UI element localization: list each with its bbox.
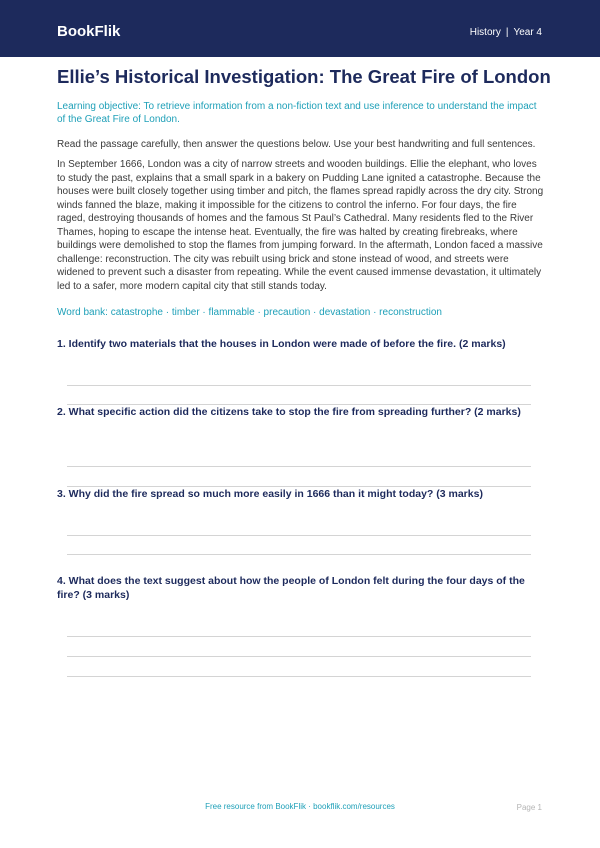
- question-3: 3. Why did the fire spread so much more easily in 1666 than it might today? (3 marks): [57, 488, 483, 500]
- answer-line[interactable]: [67, 535, 531, 536]
- answer-line[interactable]: [67, 676, 531, 677]
- answer-line[interactable]: [67, 466, 531, 467]
- year-label: Year 4: [513, 27, 542, 38]
- question-2: 2. What specific action did the citizens take to stop the fire from spreading further? (2 marks): [57, 406, 521, 418]
- question-4: 4. What does the text suggest about how the people of London felt during the four days of the fire? (3 marks): [57, 575, 525, 601]
- subject-breadcrumb: [470, 27, 542, 39]
- word-bank: Word bank: catastrophe · timber · flammable · precaution · devastation · reconstruction: [57, 307, 442, 318]
- answer-line[interactable]: [67, 385, 531, 386]
- answer-line[interactable]: [67, 554, 531, 555]
- subject-label: History: [469, 27, 501, 38]
- brand-logo[interactable]: BookFlik: [57, 23, 121, 40]
- header-bar: [0, 0, 600, 57]
- reading-passage: In September 1666, London was a city of narrow streets and wooden buildings. Ellie the elephant, who loves to study the past, explains that a small spark in a bakery on Pudding Lane ignited a catastrophe. Because the houses were built closely together using timber and pitch, the flames spread rapidly across the dry city. Strong winds fanned the blaze, making it impossible for the citizens to control the inferno. For four days, the fire raged, destroying thousands of homes and the famous St Paul’s Cathedral. Many residents fled to the River Thames, hoping to escape the intense heat. Eventually, the fire was halted by creating firebreaks, where buildings were demolished to stop the flames from jumping forward. In the aftermath, London faced a massive challenge: reconstruction. The city was rebuilt using brick and stone instead of wood, and streets were widened to prevent such a disaster from repeating. While the event caused immense devastation, it ultimately led to a safer, more modern capital city that still stands today.: [57, 159, 544, 292]
- answer-line[interactable]: [67, 636, 531, 637]
- instructions: Read the passage carefully, then answer the questions below. Use your best handwriting and full sentences.: [57, 139, 536, 150]
- learning-objective: Learning objective: To retrieve information from a non-fiction text and use inference to understand the impact of the Great Fire of London.: [57, 101, 537, 125]
- question-1: 1. Identify two materials that the houses in London were made of before the fire. (2 marks): [57, 338, 506, 350]
- breadcrumb-separator: |: [505, 27, 509, 38]
- answer-line[interactable]: [67, 656, 531, 657]
- page-number: Page 1: [516, 803, 542, 812]
- footer-credit[interactable]: Free resource from BookFlik · bookflik.com/resources: [205, 802, 395, 811]
- worksheet-title: Ellie’s Historical Investigation: The Great Fire of London: [57, 66, 551, 87]
